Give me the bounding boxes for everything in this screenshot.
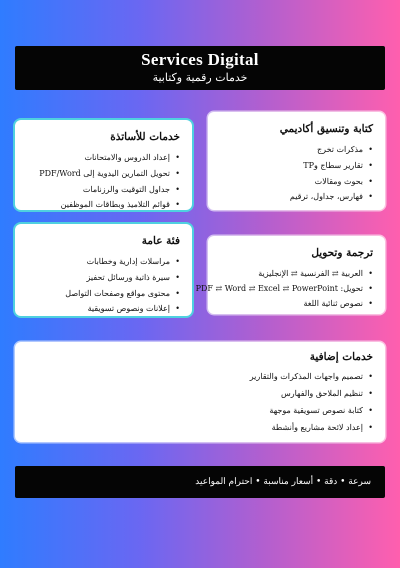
list-item: • كتابة نصوص تسويقية موجهة: [25, 402, 363, 419]
list-item: • محتوى مواقع وصفحات التواصل: [25, 286, 170, 302]
list-item: • سيرة ذاتية ورسائل تحفيز: [25, 270, 170, 286]
list-item: • إعلانات ونصوص تسويقية: [25, 301, 170, 317]
card-title: فئة عامة: [141, 235, 180, 247]
list-item: • العربية ⇄ الفرنسية ⇄ الإنجليزية: [218, 266, 363, 281]
card-academic: [208, 112, 385, 210]
card-translation: [195, 236, 385, 314]
service-list: [195, 266, 373, 311]
footer-text: سرعة • دقة • أسعار مناسبة • احترام المواعيد: [195, 477, 371, 487]
list-item: • تحويل: PDF ⇄ Word ⇄ Excel ⇄ PowerPoint: [218, 281, 363, 296]
card-title: كتابة وتنسيق أكاديمي: [279, 123, 373, 135]
card-teachers: [15, 120, 192, 210]
service-list: [218, 142, 373, 205]
card-general: [15, 224, 192, 316]
service-list: [25, 368, 373, 436]
list-item: • مذكرات تخرج: [218, 142, 363, 158]
list-item: • فهارس، جداول، ترقيم: [218, 189, 363, 205]
page-subtitle: خدمات رقمية وكتابية: [152, 71, 248, 84]
card-title: خدمات إضافية: [309, 351, 373, 363]
page-title: Services Digital: [141, 50, 259, 69]
list-item: • قوائم التلاميذ وبطاقات الموظفين: [25, 197, 170, 213]
card-title: ترجمة وتحويل: [311, 247, 373, 259]
service-list: [25, 254, 180, 317]
list-item: • بحوث ومقالات: [218, 174, 363, 190]
list-item: • إعداد لائحة مشاريع وأنشطة: [25, 419, 363, 436]
header-banner: [15, 46, 385, 90]
list-item: • تحويل التمارين اليدوية إلى PDF/Word: [25, 166, 170, 182]
card-extra: [15, 342, 385, 442]
list-item: • جداول التوقيت والرزنامات: [25, 182, 170, 198]
list-item: • مراسلات إدارية وخطابات: [25, 254, 170, 270]
list-item: • تصميم واجهات المذكرات والتقارير: [25, 368, 363, 385]
list-item: • تقارير سطاج وTP: [218, 158, 363, 174]
footer-banner: [15, 466, 385, 498]
card-title: خدمات للأساتذة: [110, 131, 180, 143]
service-list: [25, 150, 180, 213]
list-item: • إعداد الدروس والامتحانات: [25, 150, 170, 166]
list-item: • تنظيم الملاحق والفهارس: [25, 385, 363, 402]
list-item: • نصوص ثنائية اللغة: [218, 296, 363, 311]
